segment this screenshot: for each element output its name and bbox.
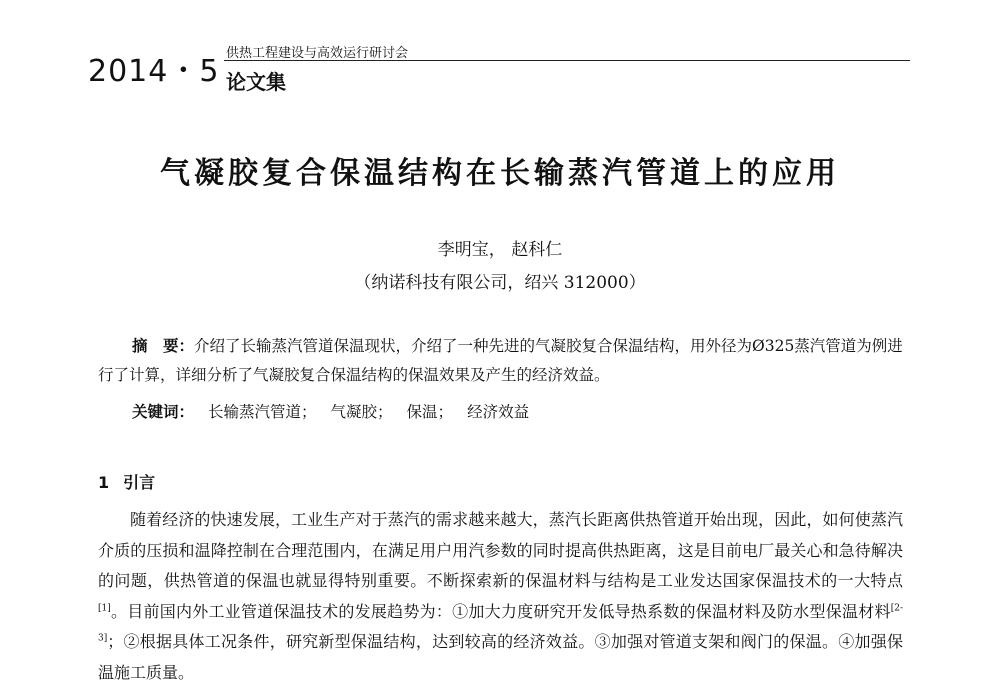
- authors: 李明宝， 赵科仁: [437, 240, 563, 260]
- body-text: 。目前国内外工业管道保温技术的发展趋势为：①加大力度研究开发低导热系数的保温材料及防水型保温材料: [110, 601, 891, 621]
- body-text: 随着经济的快速发展，工业生产对于蒸汽的需求越来越大，蒸汽长距离供热管道开始出现，因此，如何使蒸汽介质的压损和温降控制在合理范围内，在满足用户用汽参数的同时提高供热距离，这是目前电厂最关心和急待解决的问题，供热管道的保温也就显得特别重要。不断探索新的保温材料与结构是工业发达国家保温技术的一大特点: [98, 510, 903, 590]
- keywords: [132, 400, 543, 422]
- running-header: [88, 38, 910, 98]
- affiliation: （纳诺科技有限公司，绍兴 312000）: [354, 273, 646, 293]
- abstract: [98, 332, 903, 390]
- section-body: [98, 505, 903, 688]
- issue-date: 2014・5: [88, 54, 220, 89]
- body-text: ；②根据具体工况条件，研究新型保温结构，达到较高的经济效益。③加强对管道支架和阀门的保温。④加强保温施工质量。: [98, 632, 903, 682]
- citation: [1]: [98, 603, 111, 614]
- keyword: 气凝胶；: [330, 403, 393, 421]
- keyword: 长输蒸汽管道；: [208, 403, 317, 421]
- citation: [2-3]: [98, 603, 903, 644]
- abstract-text: 介绍了长输蒸汽管道保温现状，介绍了一种先进的气凝胶复合保温结构，用外径为Ø325蒸汽管道为例进行了计算，详细分析了气凝胶复合保温结构的保温效果及产生的经济效益。: [98, 337, 903, 384]
- conference-name: 供热工程建设与高效运行研讨会: [226, 46, 409, 61]
- section-heading: [98, 470, 155, 493]
- paper-title: 气凝胶复合保温结构在长输蒸汽管道上的应用: [160, 156, 840, 191]
- keyword: 保温；: [406, 403, 454, 421]
- abstract-label: 摘 要：: [132, 337, 195, 355]
- keyword: 经济效益: [467, 403, 530, 421]
- keywords-label: 关键词：: [132, 403, 195, 421]
- body-paragraph: [98, 505, 903, 688]
- header-rule: [224, 60, 910, 61]
- abstract-paragraph: [98, 332, 903, 390]
- collection-label: 论文集: [226, 70, 286, 94]
- section-number: 1: [98, 473, 110, 492]
- section-title: 引言: [123, 473, 156, 492]
